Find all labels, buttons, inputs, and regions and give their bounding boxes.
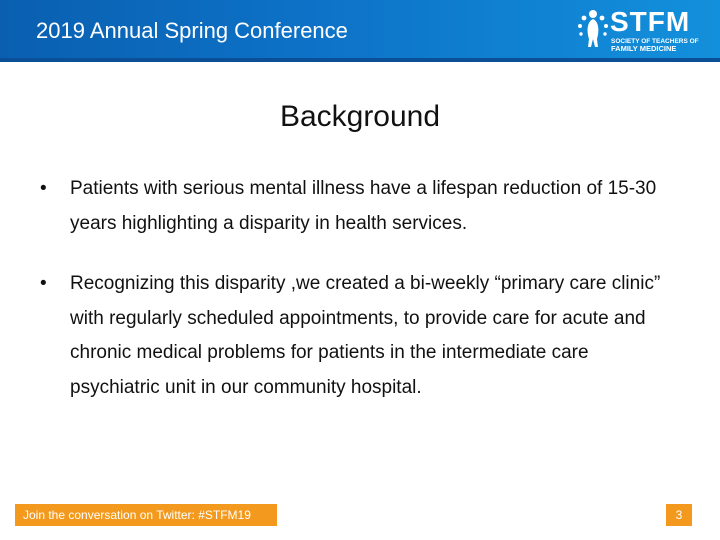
logo-wordmark: STFM [610, 6, 691, 37]
bullet-marker: • [40, 178, 47, 199]
twitter-footer-banner: Join the conversation on Twitter: #STFM19 [15, 504, 277, 526]
bullet-marker: • [40, 273, 47, 294]
conference-title: 2019 Annual Spring Conference [36, 18, 348, 43]
slide-title: Background [279, 100, 441, 133]
logo-subtitle-line-2: FAMILY MEDICINE [611, 44, 677, 53]
bullet-text: Patients with serious mental illness have a lifespan reduction of 15-30 years highlighting a disparity in health services. [70, 178, 657, 234]
bullet-text: Recognizing this disparity ,we created a bi-weekly “primary care clinic” with regularly scheduled appointments, to provide care for acute and chronic medical problems for patients in the intermediate care psychiatric unit in our community hospital. [70, 273, 661, 398]
bullet-item [40, 172, 680, 241]
logo-subtitle-line-1: SOCIETY OF TEACHERS OF [611, 38, 699, 45]
bullet-list [40, 172, 680, 431]
stfm-figure-logo-icon [576, 9, 610, 49]
page-number: 3 [666, 504, 692, 526]
header-bar [0, 0, 720, 62]
bullet-item [40, 267, 680, 405]
stfm-logo [576, 6, 699, 53]
